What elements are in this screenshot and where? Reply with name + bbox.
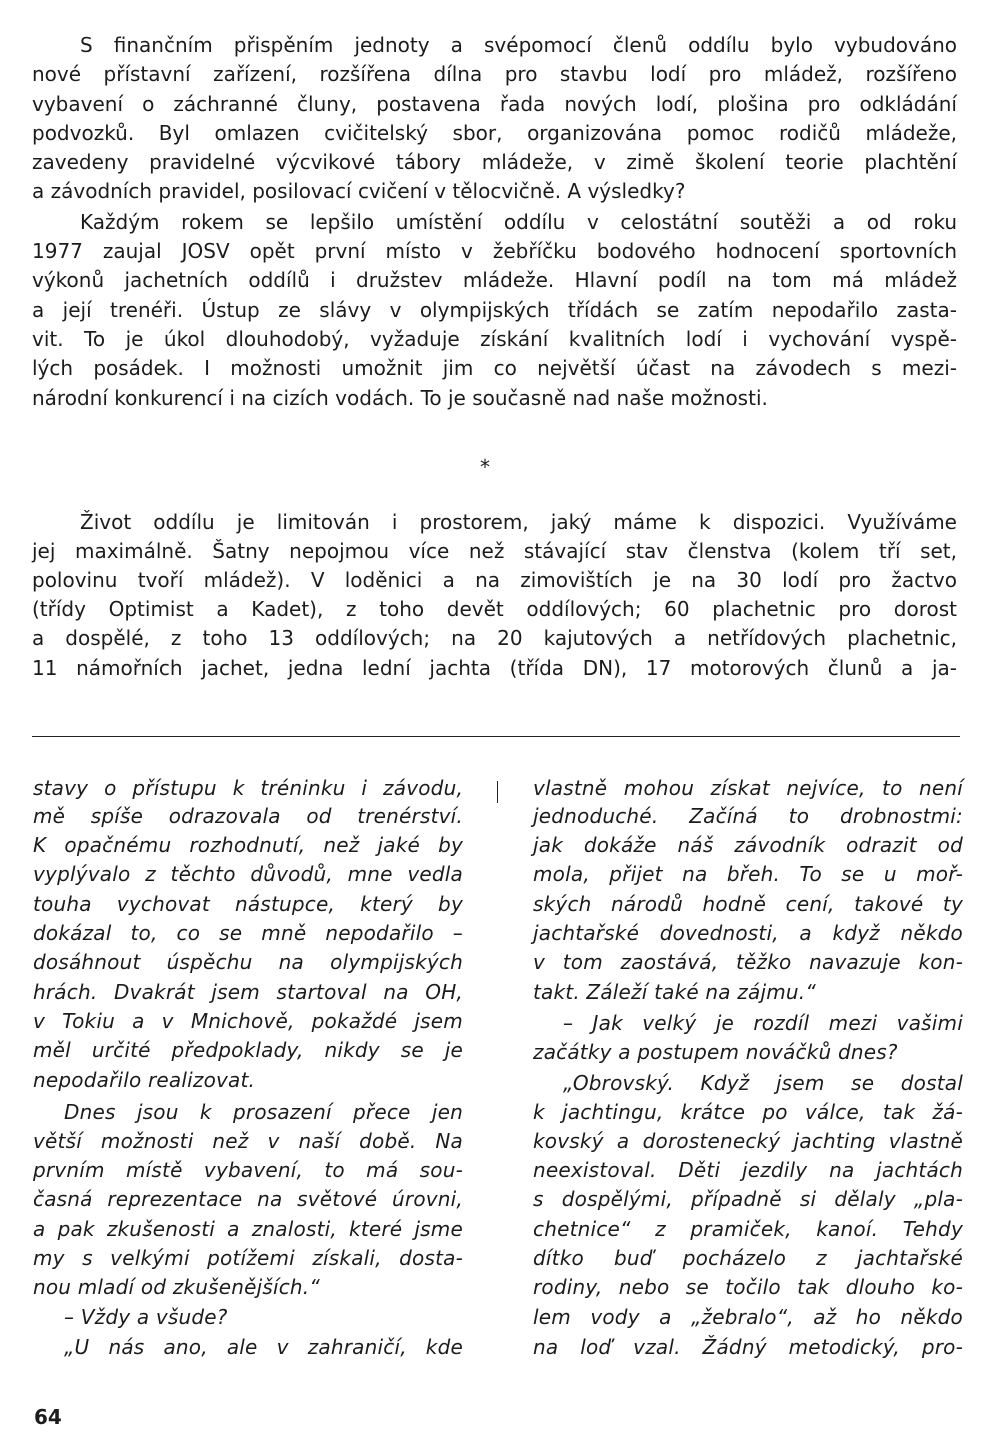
text-line: jej maximálně. Šatny nepojmou více než stávající stav členstva (kolem tří set, [32, 539, 957, 563]
text-line: – Jak velký je rozdíl mezi vašimi [563, 1011, 963, 1035]
text-line: zavedeny pravidelné výcvikové tábory mládeže, v zimě školení teorie plachtění [32, 150, 957, 174]
text-line: takt. Záleží také na zájmu.“ [533, 980, 816, 1004]
text-line: časná reprezentace na světové úrovni, [33, 1187, 463, 1211]
text-line: v Tokiu a v Mnichově, pokaždé jsem [33, 1009, 463, 1033]
text-line: dokázal to, co se mně nepodařilo – [33, 921, 463, 945]
text-line: vyplývalo z těchto důvodů, mne vedla [33, 862, 463, 886]
text-line: nou mladí od zkušenějších.“ [33, 1275, 320, 1299]
horizontal-divider [32, 736, 960, 737]
text-line: jachtařské dovednosti, a když někdo [533, 921, 963, 945]
text-line: a dospělé, z toho 13 oddílových; na 20 kajutových a netřídových plachetnic, [32, 626, 957, 650]
text-line: Život oddílu je limitován i prostorem, jaký máme k dispozici. Využíváme [80, 510, 957, 534]
text-line: vybavení o záchranné čluny, postavena řada nových lodí, plošina pro odkládání [32, 92, 957, 116]
section-separator: * [480, 455, 490, 479]
text-line: výkonů jachetních oddílů i družstev mládeže. Hlavní podíl na tom má mládež [32, 268, 957, 292]
text-line: (třídy Optimist a Kadet), z toho devět oddílových; 60 plachetnic pro dorost [32, 597, 957, 621]
text-line: kovský a dorostenecký jachting vlastně [533, 1129, 963, 1153]
text-line: měl určité předpoklady, nikdy se je [33, 1038, 463, 1062]
text-line: podvozků. Byl omlazen cvičitelský sbor, organizována pomoc rodičů mládeže, [32, 121, 957, 145]
column-divider [497, 781, 498, 803]
text-line: nepodařilo realizovat. [33, 1068, 256, 1092]
text-line: stavy o přístupu k tréninku i závodu, [33, 776, 463, 800]
text-line: rodiny, nebo se točilo tak dlouho ko- [533, 1275, 963, 1299]
text-line: lých posádek. I možnosti umožnit jim co největší účast na závodech s mezi- [32, 356, 957, 380]
text-line: mě spíše odrazovala od trenérství. [33, 804, 463, 828]
text-line: ských národů hodně cení, takové ty [533, 892, 963, 916]
text-line: jednoduché. Začíná to drobnostmi: [533, 804, 963, 828]
text-line: nové přístavní zařízení, rozšířena dílna pro stavbu lodí pro mládež, rozšířeno [32, 62, 957, 86]
text-line: K opačnému rozhodnutí, než jaké by [33, 833, 463, 857]
text-line: a pak zkušenosti a znalosti, které jsme [33, 1217, 463, 1241]
text-line: – Vždy a všude? [64, 1305, 228, 1329]
text-line: a závodních pravidel, posilovací cvičení v tělocvičně. A výsledky? [32, 179, 686, 203]
page-number: 64 [34, 1405, 62, 1429]
text-line: k jachtingu, krátce po válce, tak žá- [533, 1100, 963, 1124]
text-line: národní konkurencí i na cizích vodách. To je současně nad naše možnosti. [32, 386, 768, 410]
text-line: „Obrovský. Když jsem se dostal [563, 1071, 963, 1095]
text-line: lem vody a „žebralo“, až ho někdo [533, 1305, 963, 1329]
text-line: s dospělými, případně si dělaly „pla- [533, 1187, 963, 1211]
text-line: mola, přijet na břeh. To se u moř- [533, 862, 963, 886]
text-line: na loď vzal. Žádný metodický, pro- [533, 1335, 963, 1359]
text-line: dítko buď pocházelo z jachtařské [533, 1246, 963, 1270]
text-line: my s velkými potížemi získali, dosta- [33, 1246, 463, 1270]
text-line: polovinu tvoří mládež). V loděnici a na zimovištích je na 30 lodí pro žactvo [32, 568, 957, 592]
text-line: začátky a postupem nováčků dnes? [533, 1040, 898, 1064]
text-line: Dnes jsou k prosazení přece jen [64, 1100, 463, 1124]
text-line: neexistoval. Děti jezdily na jachtách [533, 1158, 963, 1182]
text-line: vlastně mohou získat nejvíce, to není [533, 776, 963, 800]
text-line: vit. To je úkol dlouhodobý, vyžaduje získání kvalitních lodí i vychování vyspě- [32, 327, 957, 351]
text-line: jak dokáže náš závodník odrazit od [533, 833, 963, 857]
text-line: touha vychovat nástupce, který by [33, 892, 463, 916]
text-line: v tom zaostává, těžko navazuje kon- [533, 950, 963, 974]
text-line: 11 námořních jachet, jedna lední jachta (třída DN), 17 motorových člunů a ja- [32, 656, 957, 680]
text-line: prvním místě vybavení, to má sou- [33, 1158, 463, 1182]
text-line: S finančním přispěním jednoty a svépomocí členů oddílu bylo vybudováno [80, 33, 957, 57]
text-line: 1977 zaujal JOSV opět první místo v žebříčku bodového hodnocení sportovních [32, 239, 957, 263]
text-line: dosáhnout úspěchu na olympijských [33, 950, 463, 974]
text-line: větší možnosti než v naší době. Na [33, 1129, 463, 1153]
text-line: chetnice“ z pramiček, kanoí. Tehdy [533, 1217, 963, 1241]
text-line: Každým rokem se lepšilo umístění oddílu v celostátní soutěži a od roku [80, 210, 957, 234]
text-line: hrách. Dvakrát jsem startoval na OH, [33, 980, 463, 1004]
text-line: a její trenéři. Ústup ze slávy v olympijských třídách se zatím nepodařilo zasta- [32, 298, 957, 322]
text-line: „U nás ano, ale v zahraničí, kde [64, 1335, 463, 1359]
